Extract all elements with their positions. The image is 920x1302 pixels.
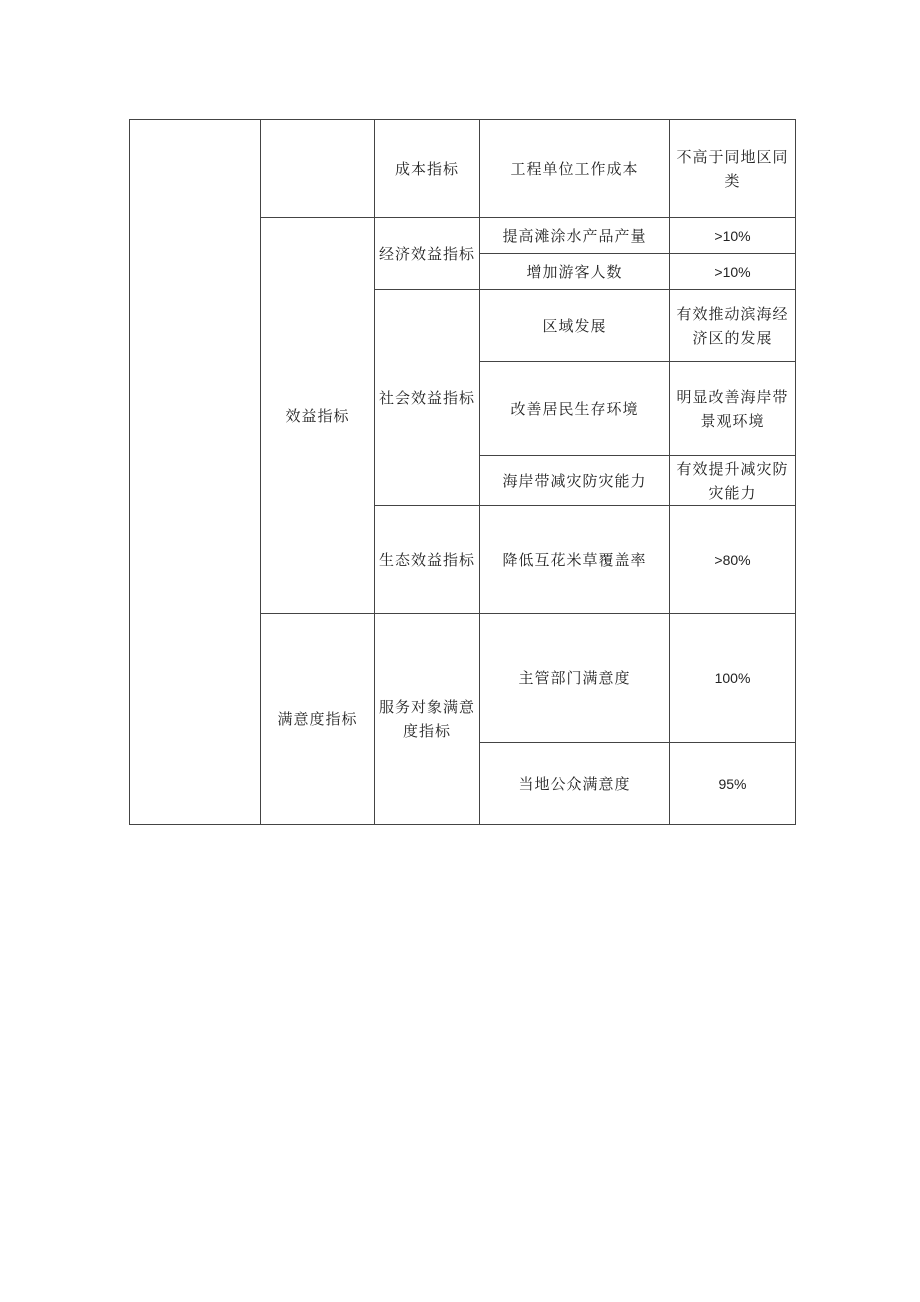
ecological-item-name: 降低互花米草覆盖率 bbox=[480, 506, 670, 614]
satisfaction-item-target: 100% bbox=[670, 614, 796, 743]
cost-item-target: 不高于同地区同类 bbox=[670, 120, 796, 218]
table-row bbox=[130, 120, 796, 218]
level1-cell-blank bbox=[130, 120, 261, 825]
economic-item-name: 增加游客人数 bbox=[480, 254, 670, 290]
ecological-benefit-label: 生态效益指标 bbox=[375, 506, 480, 614]
social-item-target: 明显改善海岸带景观环境 bbox=[670, 362, 796, 456]
social-item-name: 区域发展 bbox=[480, 290, 670, 362]
cost-indicator-label: 成本指标 bbox=[375, 120, 480, 218]
service-satisfaction-label: 服务对象满意度指标 bbox=[375, 614, 480, 825]
economic-item-target: >10% bbox=[670, 218, 796, 254]
social-item-target: 有效提升减灾防灾能力 bbox=[670, 456, 796, 506]
satisfaction-item-target: 95% bbox=[670, 743, 796, 825]
social-item-target: 有效推动滨海经济区的发展 bbox=[670, 290, 796, 362]
cost-item-name: 工程单位工作成本 bbox=[480, 120, 670, 218]
satisfaction-item-name: 主管部门满意度 bbox=[480, 614, 670, 743]
level2-cell-blank bbox=[261, 120, 375, 218]
social-item-name: 改善居民生存环境 bbox=[480, 362, 670, 456]
economic-item-name: 提高滩涂水产品产量 bbox=[480, 218, 670, 254]
satisfaction-indicator-label: 满意度指标 bbox=[261, 614, 375, 825]
economic-item-target: >10% bbox=[670, 254, 796, 290]
ecological-item-target: >80% bbox=[670, 506, 796, 614]
performance-indicator-table bbox=[129, 119, 796, 825]
social-item-name: 海岸带减灾防灾能力 bbox=[480, 456, 670, 506]
benefit-indicator-label: 效益指标 bbox=[261, 218, 375, 614]
satisfaction-item-name: 当地公众满意度 bbox=[480, 743, 670, 825]
social-benefit-label: 社会效益指标 bbox=[375, 290, 480, 506]
economic-benefit-label: 经济效益指标 bbox=[375, 218, 480, 290]
